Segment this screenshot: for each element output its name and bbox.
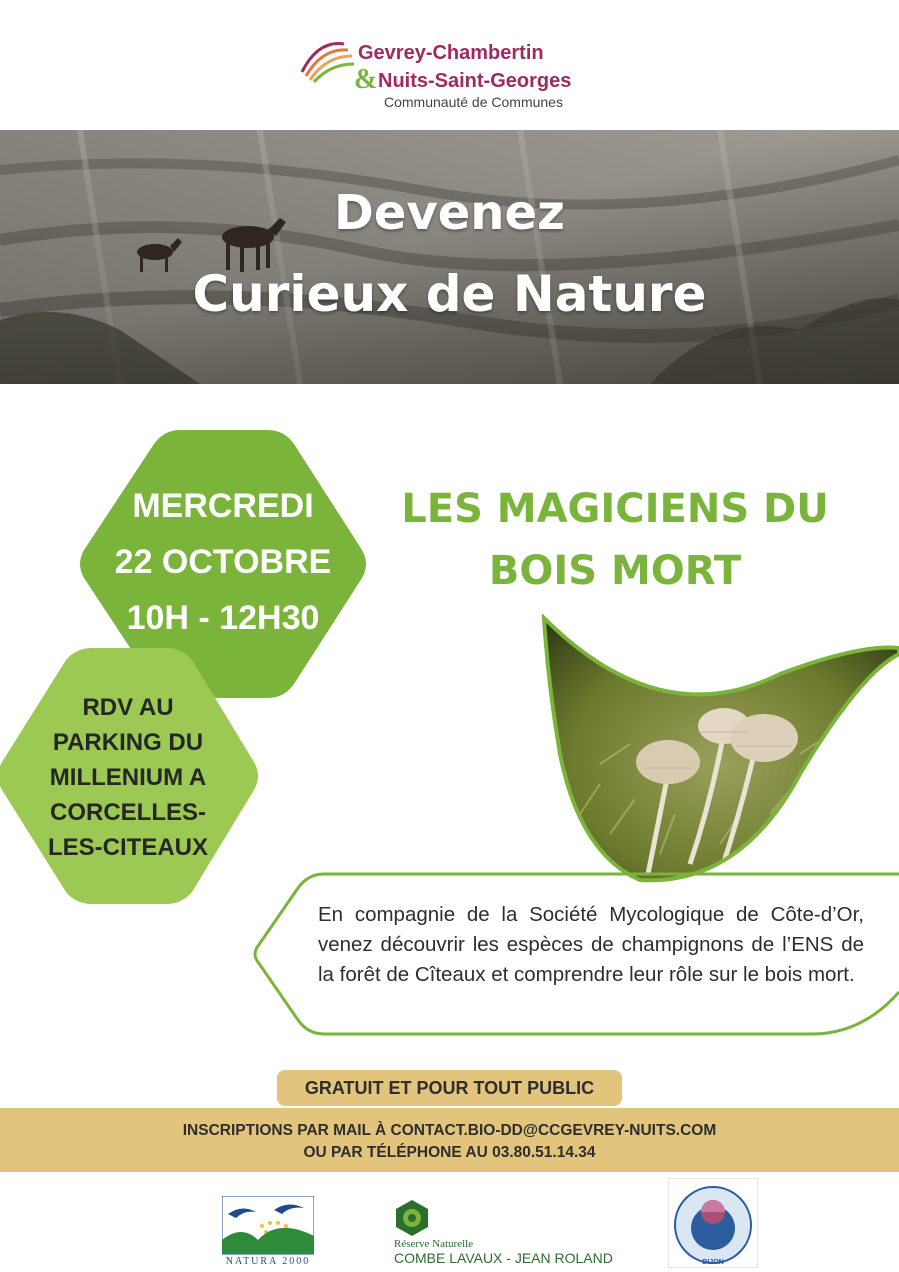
mushroom-photo (540, 614, 899, 886)
brand-name-line2: Nuits-Saint-Georges (378, 70, 572, 92)
meeting-line: MILLENIUM A (49, 764, 207, 791)
event-description: En compagnie de la Société Mycologique de Côte-d’Or, venez découvrir les espèces de champignons de l’ENS de la forêt de Cîteaux et comprendre leur rôle sur le bois mort. (318, 903, 864, 986)
registration-band (0, 1108, 899, 1172)
brand-ampersand: & (354, 64, 378, 95)
registration-phone: OU PAR TÉLÉPHONE AU 03.80.51.14.34 (303, 1144, 596, 1161)
cliff-photo (0, 130, 899, 384)
smco-logo-icon (668, 1178, 758, 1268)
event-day: MERCREDI (132, 487, 314, 525)
brand-name-line1: Gevrey-Chambertin (358, 42, 544, 64)
natura-2000-label: NATURA 2000 (225, 1256, 311, 1267)
smco-city-label: DIJON (702, 1259, 724, 1266)
event-date: 22 OCTOBRE (114, 543, 332, 581)
reserve-label-name: COMBE LAVAUX - JEAN ROLAND (394, 1250, 613, 1266)
hero-banner (0, 130, 899, 384)
meeting-line: CORCELLES- (50, 799, 206, 826)
event-time: 10H - 12H30 (126, 599, 320, 637)
event-title-line2: BOIS MORT (488, 548, 742, 594)
vineyard-logo-icon (298, 34, 356, 84)
event-title-line1: LES MAGICIENS DU (401, 486, 829, 532)
hero-title-line2: Curieux de Nature (192, 265, 707, 323)
reserve-label-small: Réserve Naturelle (394, 1238, 474, 1250)
meeting-line: PARKING DU (52, 729, 204, 756)
event-schedule (76, 478, 370, 646)
free-badge: GRATUIT ET POUR TOUT PUBLIC (277, 1070, 622, 1106)
reserve-naturelle-logo (392, 1198, 613, 1268)
meeting-line: LES-CITEAUX (47, 834, 208, 861)
meeting-point-hexagon (0, 648, 262, 904)
meeting-line: RDV AU (82, 694, 174, 721)
meeting-point (0, 690, 262, 865)
hero-title-line1: Devenez (334, 185, 565, 241)
ccgn-logo (298, 30, 618, 114)
brand-subtitle: Communauté de Communes (384, 94, 563, 110)
event-title (380, 478, 850, 602)
registration-email: INSCRIPTIONS PAR MAIL À CONTACT.BIO-DD@CCGEVREY-NUITS.COM (182, 1122, 717, 1139)
reserve-naturelle-logo-icon (392, 1198, 432, 1238)
